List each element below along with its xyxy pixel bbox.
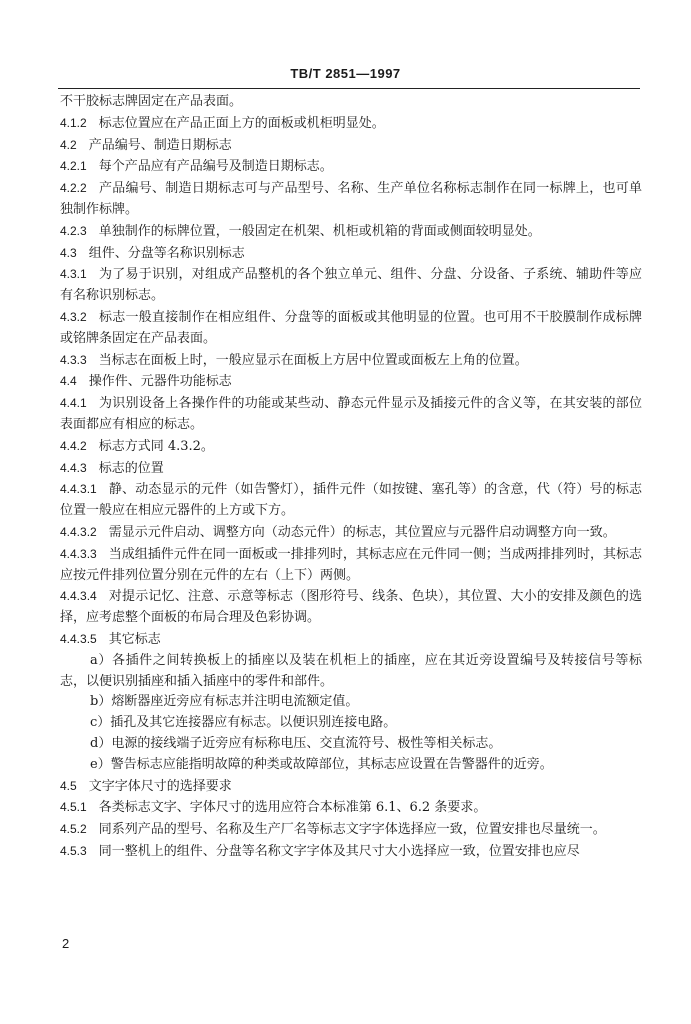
document-body xyxy=(60,92,642,863)
clause-paragraph xyxy=(60,458,642,480)
clause-text: a）各插件之间转换板上的插座以及装在机柜上的插座，应在其近旁设置编号及转接信号等标志，以便识别插座和插入插座中的零件和部件。 xyxy=(60,652,642,689)
clause-paragraph xyxy=(60,92,642,113)
clause-paragraph xyxy=(60,797,642,819)
clause-text: 产品编号、制造日期标志可与产品型号、名称、生产单位名称标志制作在同一标牌上，也可单独制作标牌。 xyxy=(60,181,642,217)
clause-text: b）熔断器座近旁应有标志并注明电流额定值。 xyxy=(90,694,359,710)
header-rule xyxy=(58,88,640,89)
clause-text: 为了易于识别，对组成产品整机的各个独立单元、组件、分盘、分设备、子系统、辅助件等应有名称识别标志。 xyxy=(60,267,642,304)
clause-number: 4.2 xyxy=(60,137,77,152)
clause-text: c）插孔及其它连接器应有标志。以便识别连接电路。 xyxy=(90,715,397,731)
document-header: TB/T 2851—1997 xyxy=(290,66,401,81)
clause-paragraph xyxy=(60,135,642,157)
clause-paragraph xyxy=(60,776,642,798)
clause-number: 4.4.1 xyxy=(60,396,87,411)
clause-number: 4.4.2 xyxy=(60,438,87,453)
clause-paragraph xyxy=(60,264,642,307)
list-item xyxy=(60,692,642,713)
clause-number: 4.3.3 xyxy=(60,352,87,367)
clause-text: 标志一般直接制作在相应组件、分盘等的面板或其他明显的位置。也可用不干胶膜制作成标牌或铭牌条固定在产品表面。 xyxy=(60,309,642,346)
clause-text: 需显示元件启动、调整方向（动态元件）的标志，其位置应与元器件启动调整方向一致。 xyxy=(108,524,616,540)
clause-number: 4.1.2 xyxy=(60,115,87,130)
clause-text: 单独制作的标牌位置，一般固定在机架、机柜或机箱的背面或侧面较明显处。 xyxy=(98,223,541,239)
clause-paragraph xyxy=(60,243,642,265)
clause-text: 产品编号、制造日期标志 xyxy=(88,137,232,153)
clause-text: 其它标志 xyxy=(108,631,161,647)
clause-number: 4.4 xyxy=(60,374,77,389)
clause-paragraph xyxy=(60,156,642,178)
clause-number: 4.4.3.1 xyxy=(60,482,97,497)
clause-text: 每个产品应有产品编号及制造日期标志。 xyxy=(98,159,333,175)
clause-text: 对提示记忆、注意、示意等标志（图形符号、线条、色块），其位置、大小的安排及颜色的选择，应考虑整个面板的布局合理及色彩协调。 xyxy=(60,589,642,626)
clause-paragraph xyxy=(60,544,642,587)
clause-paragraph xyxy=(60,393,642,436)
clause-text: 文字字体尺寸的选择要求 xyxy=(88,778,232,794)
clause-text: 组件、分盘等名称识别标志 xyxy=(88,245,245,261)
page-number: 2 xyxy=(62,936,70,951)
clause-paragraph xyxy=(60,586,642,629)
clause-text: 标志位置应在产品正面上方的面板或机柜明显处。 xyxy=(98,115,385,131)
clause-text: 标志的位置 xyxy=(98,460,164,476)
clause-number: 4.3 xyxy=(60,245,77,260)
list-item xyxy=(60,651,642,693)
clause-paragraph xyxy=(60,522,642,544)
clause-text: 为识别设备上各操作件的功能或某些动、静态元件显示及插接元件的含义等，在其安装的部位表面都应有相应的标志。 xyxy=(60,396,642,432)
clause-number: 4.5 xyxy=(60,778,77,793)
clause-text: 标志方式同 4.3.2。 xyxy=(98,438,214,454)
clause-number: 4.3.1 xyxy=(60,267,87,282)
clause-number: 4.4.3.3 xyxy=(60,546,97,561)
clause-text: 操作件、元器件功能标志 xyxy=(88,374,232,390)
clause-paragraph xyxy=(60,371,642,393)
clause-number: 4.4.3 xyxy=(60,460,87,475)
clause-text: 当标志在面板上时，一般应显示在面板上方居中位置或面板左上角的位置。 xyxy=(98,352,528,368)
clause-number: 4.4.3.2 xyxy=(60,524,97,539)
clause-text: 当成组插件元件在同一面板或一排排列时，其标志应在元件同一侧；当成两排排列时，其标志应按元件排列位置分别在元件的左右（上下）两侧。 xyxy=(60,546,642,583)
clause-number: 4.2.3 xyxy=(60,223,87,238)
clause-number: 4.5.1 xyxy=(60,800,87,815)
clause-paragraph xyxy=(60,350,642,372)
clause-number: 4.2.1 xyxy=(60,159,87,174)
clause-paragraph xyxy=(60,479,642,522)
clause-text: 各类标志文字、字体尺寸的选用应符合本标准第 6.1、6.2 条要求。 xyxy=(98,800,487,816)
clause-number: 4.4.3.5 xyxy=(60,631,97,646)
clause-text: 同一整机上的组件、分盘等名称文字字体及其尺寸大小选择应一致，位置安排也应尽 xyxy=(98,843,580,859)
clause-paragraph xyxy=(60,113,642,135)
clause-text: e）警告标志应能指明故障的种类或故障部位，其标志应设置在告警器件的近旁。 xyxy=(90,756,553,772)
clause-paragraph xyxy=(60,841,642,863)
clause-text: 同系列产品的型号、名称及生产厂名等标志文字字体选择应一致，位置安排也尽量统一。 xyxy=(98,822,606,838)
clause-paragraph xyxy=(60,178,642,221)
clause-paragraph xyxy=(60,221,642,243)
list-item xyxy=(60,755,642,776)
list-item xyxy=(60,734,642,755)
clause-text: d）电源的接线端子近旁应有标称电压、交直流符号、极性等相关标志。 xyxy=(90,735,502,751)
clause-paragraph xyxy=(60,629,642,651)
clause-number: 4.3.2 xyxy=(60,309,87,324)
clause-paragraph xyxy=(60,436,642,458)
clause-number: 4.5.3 xyxy=(60,843,87,858)
clause-number: 4.5.2 xyxy=(60,822,87,837)
list-item xyxy=(60,713,642,734)
clause-number: 4.2.2 xyxy=(60,181,87,196)
clause-text: 静、动态显示的元件（如告警灯），插件元件（如按键、塞孔等）的含意，代（符）号的标志位置一般应在相应元器件的上方或下方。 xyxy=(60,482,642,519)
clause-paragraph xyxy=(60,307,642,350)
clause-paragraph xyxy=(60,819,642,841)
clause-text: 不干胶标志牌固定在产品表面。 xyxy=(60,94,243,109)
clause-number: 4.4.3.4 xyxy=(60,589,97,604)
